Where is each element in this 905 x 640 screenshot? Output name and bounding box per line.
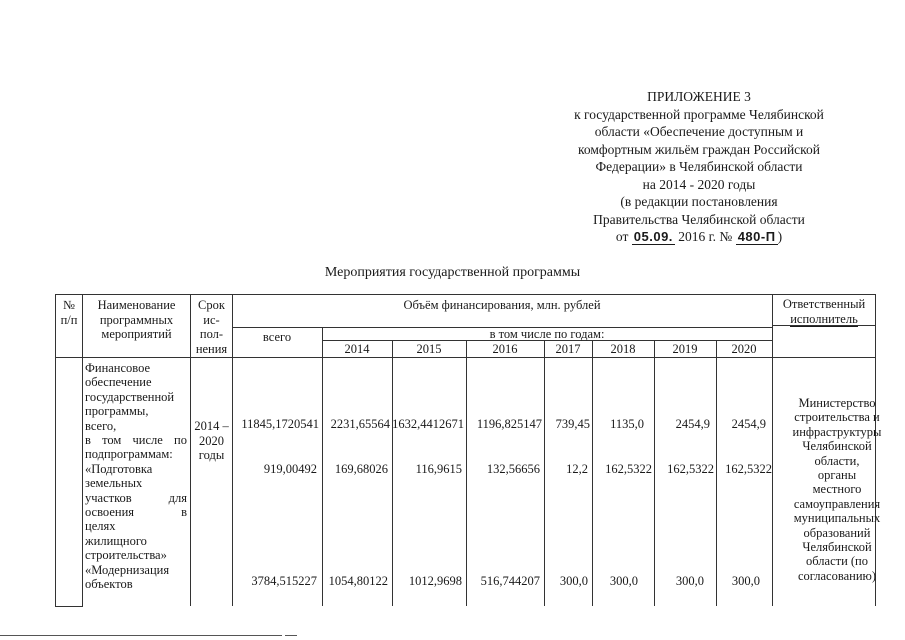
col-header-funding: Объём финансирования, млн. рублей (403, 298, 601, 312)
year-header: 2014 (344, 342, 370, 356)
col-header-name: Наименование программных мероприятий (97, 298, 176, 341)
cell-value: 1054,80122 (328, 574, 388, 588)
footer-rule (0, 635, 282, 636)
cell-value: 1196,825147 (476, 417, 542, 431)
program-names: Финансовое обеспечение государственной программы, всего, в том числе по подпрограммам: «Подготовка земельных участков для освоения в целях жилищного строительства» «Модернизация объектов (85, 361, 187, 592)
decree-date: 05.09. (633, 229, 673, 244)
cell-value: 1632,4412671 (392, 417, 464, 431)
cell-value: 162,5322 (725, 462, 772, 476)
col-header-responsible: Ответственный исполнитель (782, 297, 866, 326)
cell-value: 1135,0 (610, 417, 644, 431)
cell-value: 2454,9 (675, 417, 710, 431)
col-header-by-years: в том числе по годам: (489, 327, 605, 341)
cell-total: 11845,1720541 (241, 417, 319, 431)
appendix-header (540, 88, 858, 246)
year-header: 2015 (416, 342, 442, 356)
page-title: Мероприятия государственной программы (324, 265, 581, 280)
cell-value: 2454,9 (731, 417, 766, 431)
cell-value: 300,0 (609, 574, 638, 588)
header-line: (в редакции постановления (620, 194, 778, 209)
cell-value: 300,0 (675, 574, 704, 588)
cell-value: 162,5322 (605, 462, 652, 476)
year-header: 2019 (672, 342, 698, 356)
year-header: 2017 (555, 342, 581, 356)
header-line: области «Обеспечение доступным и (594, 124, 804, 139)
cell-value: 169,68026 (334, 462, 388, 476)
year-label: 2016 г. № (678, 229, 733, 244)
cell-value: 116,9615 (415, 462, 462, 476)
footer-rule (285, 635, 297, 636)
cell-value: 300,0 (731, 574, 760, 588)
cell-value: 2231,65564 (330, 417, 390, 431)
decree-number: 480-П (737, 229, 776, 244)
cell-total: 3784,515227 (251, 574, 317, 588)
cell-total: 919,00492 (263, 462, 317, 476)
year-header: 2018 (610, 342, 636, 356)
header-line: к государственной программе Челябинской (574, 106, 824, 122)
year-header: 2020 (731, 342, 757, 356)
year-header: 2016 (492, 342, 518, 356)
cell-value: 1012,9698 (408, 574, 462, 588)
cell-value: 739,45 (555, 417, 590, 431)
header-line: Правительства Челябинской области (593, 211, 805, 227)
cell-value: 516,744207 (480, 574, 540, 588)
cell-value: 12,2 (566, 462, 588, 476)
cell-value: 300,0 (559, 574, 588, 588)
cell-value: 132,56656 (486, 462, 540, 476)
col-header-num: № п/п (60, 298, 78, 327)
term-cell: 2014 – 2020 годы (194, 419, 229, 462)
decree-date-line (540, 228, 858, 246)
cell-value: 162,5322 (667, 462, 714, 476)
from-label: от (615, 229, 629, 244)
header-line: Федерации» в Челябинской области (595, 159, 803, 174)
responsible-executor: Министерство строительства и инфраструктуры Челябинской области, органы местного самоуправления муниципальных образований Челябинской области (по согласованию) (792, 396, 882, 583)
header-line: комфортным жильём граждан Российской (577, 141, 821, 157)
col-header-total: всего (262, 330, 292, 344)
appendix-number: ПРИЛОЖЕНИЕ 3 (647, 89, 751, 104)
col-header-term: Срок ис- пол- нения (195, 298, 228, 356)
close-paren: ) (777, 229, 783, 244)
header-line: на 2014 - 2020 годы (642, 176, 756, 192)
